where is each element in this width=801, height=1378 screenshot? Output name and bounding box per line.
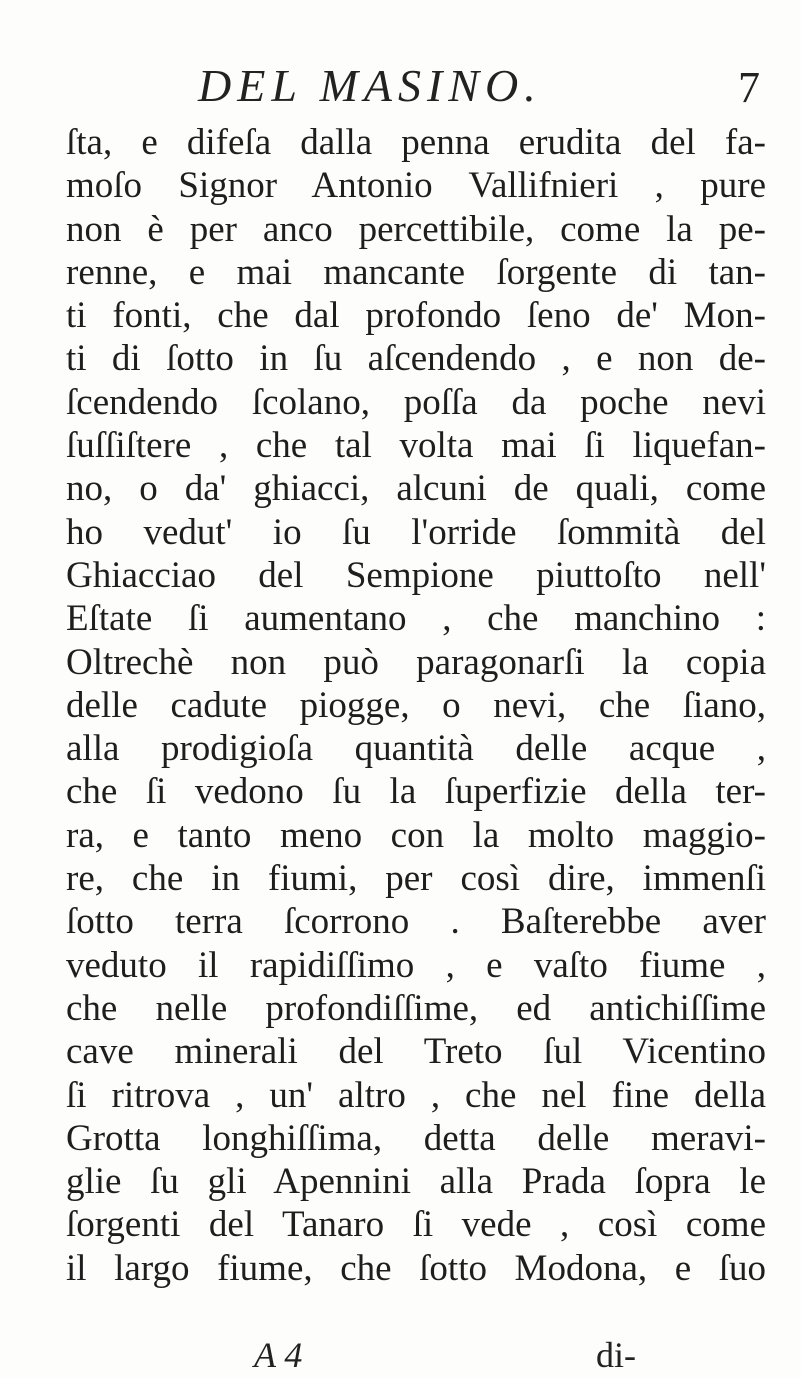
signature-mark: A 4 (254, 1335, 303, 1375)
running-title: DEL MASINO. (198, 60, 542, 111)
text-line: no, o da' ghiacci, alcuni de quali, come (66, 468, 766, 510)
text-line: re, che in fiumi, per così dire, immenſi (66, 858, 766, 900)
text-line: ſcendendo ſcolano, poſſa da poche nevi (66, 381, 766, 423)
text-line: che nelle profondiſſime, ed antichiſſime (66, 987, 766, 1029)
page-footer (0, 1335, 801, 1375)
text-line: ho vedut' io ſu l'orride ſommità del (66, 511, 766, 553)
text-line: alla prodigioſa quantità delle acque , (66, 728, 766, 770)
text-line: non è per anco percettibile, come la pe- (66, 208, 766, 250)
text-line: Grotta longhiſſima, detta delle meravi- (66, 1117, 766, 1159)
text-line: renne, e mai mancante ſorgente di tan- (66, 251, 766, 293)
text-line: ſorgenti del Tanaro ſi vede , così come (66, 1204, 766, 1246)
text-line: Eſtate ſi aumentano , che manchino : (66, 598, 766, 640)
text-line: ſotto terra ſcorrono . Baſterebbe aver (66, 901, 766, 943)
text-line: Ghiacciao del Sempione piuttoſto nell' (66, 554, 766, 596)
text-line: ti di ſotto in ſu aſcendendo , e non de- (66, 338, 766, 380)
text-line: ſuſſiſtere , che tal volta mai ſi liquefan- (66, 425, 766, 467)
text-line: delle cadute piogge, o nevi, che ſiano, (66, 684, 766, 726)
text-line: ra, e tanto meno con la molto maggio- (66, 814, 766, 856)
text-line: Oltrechè non può paragonarſi la copia (66, 641, 766, 683)
catchword: di- (596, 1335, 636, 1375)
text-line: che ſi vedono ſu la ſuperfizie della ter- (66, 771, 766, 813)
text-line: glie ſu gli Apennini alla Prada ſopra le (66, 1161, 766, 1203)
text-line: cave minerali del Treto ſul Vicentino (66, 1031, 766, 1073)
text-line: ſi ritrova , un' altro , che nel fine della (66, 1074, 766, 1116)
text-line: ſta, e difeſa dalla penna erudita del fa- (66, 122, 766, 163)
body-text (66, 121, 766, 1290)
text-line: moſo Signor Antonio Vallifnieri , pure (66, 165, 766, 207)
text-line: ti fonti, che dal profondo ſeno de' Mon- (66, 295, 766, 337)
text-line: il largo fiume, che ſotto Modona, e ſuo (66, 1247, 766, 1289)
text-line: veduto il rapidiſſimo , e vaſto fiume , (66, 944, 766, 986)
running-head (0, 60, 801, 120)
page-number: 7 (738, 63, 760, 112)
